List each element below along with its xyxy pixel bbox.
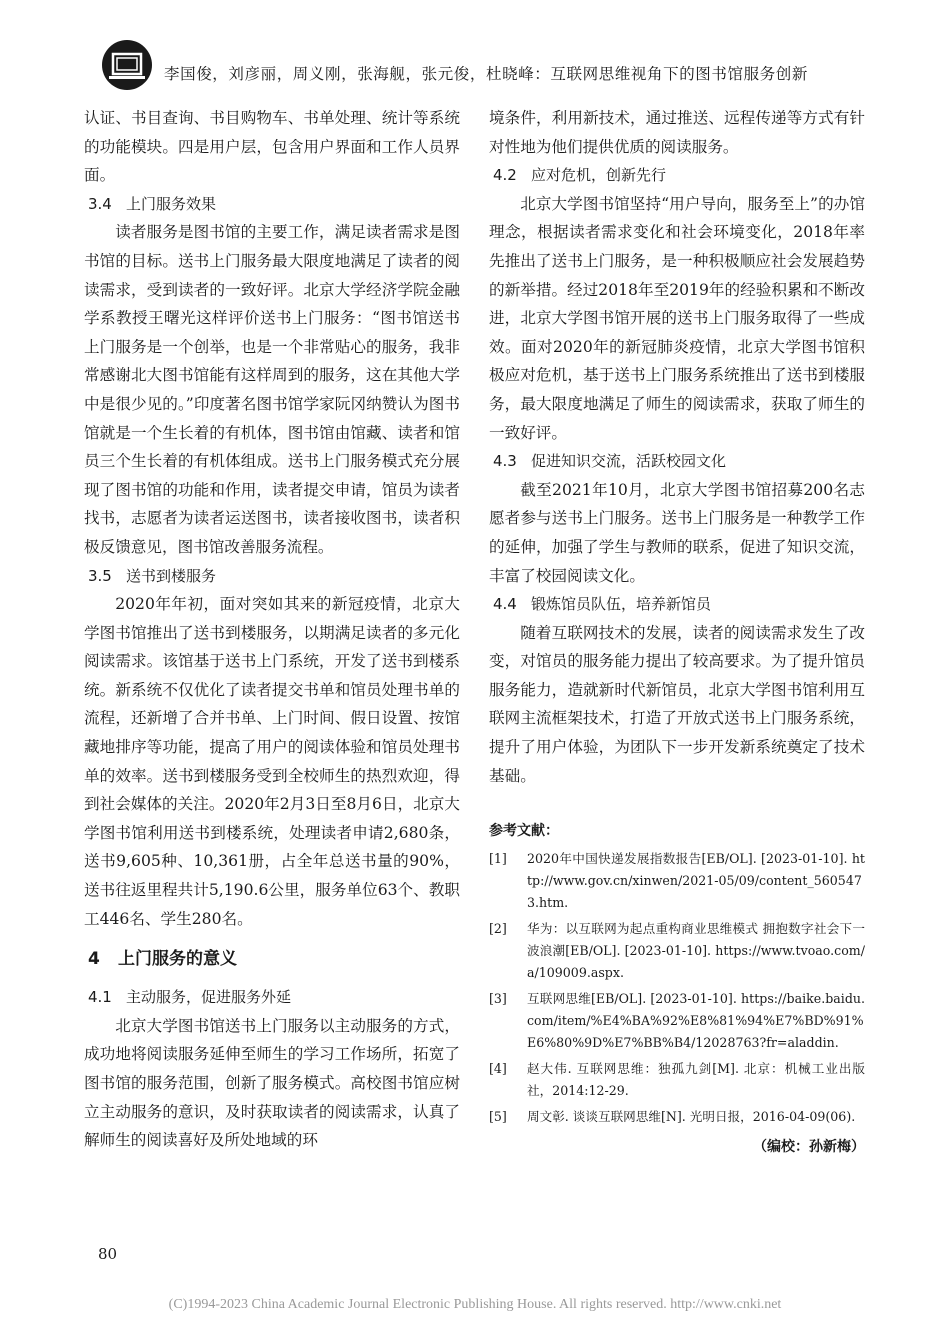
section-number: 3.4: [88, 194, 112, 213]
page-number: 80: [98, 1245, 118, 1263]
section-number: 4.2: [493, 166, 517, 185]
section-title: 上门服务效果: [126, 194, 217, 213]
reference-text: 2020年中国快递发展指数报告[EB/OL]. [2023-01-10]. http://www.gov.cn/xinwen/2021-05/09/content_5605473.htm.: [527, 851, 865, 911]
reference-item: [489, 1106, 865, 1128]
running-head: 李国俊，刘彦丽，周义刚，张海舰，张元俊，杜晓峰：互联网思维视角下的图书馆服务创新: [164, 65, 809, 83]
section-title: 促进知识交流，活跃校园文化: [531, 452, 727, 471]
reference-item: [489, 848, 865, 914]
paragraph: 随着互联网技术的发展，读者的阅读需求发生了改变，对馆员的服务能力提出了较高要求。为了提升馆员服务能力，造就新时代新馆员，北京大学图书馆利用互联网主流框架技术，打造了开放式送书上门服务系统，提升了用户体验，为团队下一步开发新系统奠定了技术基础。: [489, 623, 865, 785]
section-heading: [84, 190, 460, 219]
section-heading: [489, 447, 865, 476]
paragraph: 北京大学图书馆送书上门服务以主动服务的方式，成功地将阅读服务延伸至师生的学习工作场所，拓宽了图书馆的服务范围，创新了服务模式。高校图书馆应树立主动服务的意识，及时获取读者的阅读需求，认真了解师生的阅读喜好及所处地域的环: [84, 1016, 460, 1150]
page-header: [100, 38, 880, 100]
right-column: [489, 104, 865, 1156]
left-column: [84, 104, 460, 1155]
section-heading: [84, 562, 460, 591]
reference-item: [489, 918, 865, 984]
section-title: 上门服务的意义: [118, 949, 237, 970]
section-heading: [489, 590, 865, 619]
section-number: 4: [88, 949, 100, 970]
reference-item: [489, 1058, 865, 1102]
reference-number: [5]: [489, 1109, 507, 1125]
section-title: 应对危机，创新先行: [531, 166, 667, 185]
editor-note: （编校：孙新梅）: [753, 1139, 865, 1156]
paragraph: 认证、书目查询、书目购物车、书单处理、统计等系统的功能模块。四是用户层，包含用户界面和工作人员界面。: [84, 109, 460, 185]
paragraph: 截至2021年10月，北京大学图书馆招募200名志愿者参与送书上门服务。送书上门服务是一种教学工作的延伸，加强了学生与教师的联系，促进了知识交流，丰富了校园阅读文化。: [489, 480, 865, 585]
reference-number: [3]: [489, 991, 507, 1007]
section-heading: [84, 983, 460, 1012]
section-title: 锻炼馆员队伍，培养新馆员: [531, 595, 712, 614]
reference-item: [489, 988, 865, 1054]
chapter-heading: [84, 945, 460, 973]
reference-text: 互联网思维[EB/OL]. [2023-01-10]. https://baike.baidu.com/item/%E4%BA%92%E8%81%94%E7%BD%91%E6%80%9D%E7%BB%B4/12028763?fr=aladdin.: [527, 991, 865, 1051]
reference-text: 周文彰. 谈谈互联网思维[N]. 光明日报，2016-04-09(06).: [527, 1109, 856, 1125]
section-heading: [489, 161, 865, 190]
section-number: 4.4: [493, 595, 517, 614]
reference-number: [2]: [489, 921, 507, 937]
section-number: 3.5: [88, 566, 112, 585]
paragraph: 2020年年初，面对突如其来的新冠疫情，北京大学图书馆推出了送书到楼服务，以期满足读者的多元化阅读需求。该馆基于送书上门系统，开发了送书到楼系统。新系统不仅优化了读者提交书单和馆员处理书单的流程，还新增了合并书单、上门时间、假日设置、按馆藏地排序等功能，提高了用户的阅读体验和馆员处理书单的效率。送书到楼服务受到全校师生的热烈欢迎，得到社会媒体的关注。2020年2月3日至8月6日，北京大学图书馆利用送书到楼系统，处理读者申请2,680条，送书9,605种、10,361册，占全年总送书量的90%，送书往返里程共计5,190.6公里，服务单位63个、教职工446名、学生280名。: [84, 595, 460, 928]
paragraph: 读者服务是图书馆的主要工作，满足读者需求是图书馆的目标。送书上门服务最大限度地满足了读者的阅读需求，受到读者的一致好评。北京大学经济学院金融学系教授王曙光这样评价送书上门服务：“图书馆送书上门服务是一个创举，也是一个非常贴心的服务，我非常感谢北大图书馆能有这样周到的服务，这在其他大学中是很少见的。”印度著名图书馆学家阮冈纳赞认为图书馆就是一个生长着的有机体，图书馆由馆藏、读者和馆员三个生长着的有机体组成。送书上门服务模式充分展现了图书馆的功能和作用，读者提交申请，馆员为读者找书，志愿者为读者运送图书，读者接收图书，读者积极反馈意见，图书馆改善服务流程。: [84, 223, 460, 556]
paragraph: 北京大学图书馆坚持“用户导向，服务至上”的办馆理念，根据读者需求变化和社会环境变化，2018年率先推出了送书上门服务，是一种积极顺应社会发展趋势的新举措。经过2018年至2019年的经验积累和不断改进，北京大学图书馆开展的送书上门服务取得了一些成效。面对2020年的新冠肺炎疫情，北京大学图书馆积极应对危机，基于送书上门服务系统推出了送书到楼服务，最大限度地满足了师生的阅读需求，获取了师生的一致好评。: [489, 194, 865, 442]
paragraph: 境条件，利用新技术，通过推送、远程传递等方式有针对性地为他们提供优质的阅读服务。: [489, 109, 865, 156]
section-number: 4.1: [88, 988, 112, 1007]
reference-text: 赵大伟. 互联网思维：独孤九剑[M]. 北京：机械工业出版社，2014:12-29.: [527, 1061, 865, 1099]
reference-text: 华为：以互联网为起点重构商业思维模式 拥抱数字社会下一波浪潮[EB/OL]. [2023-01-10]. https://www.tvoao.com/a/109009.aspx.: [527, 921, 865, 981]
section-title: 送书到楼服务: [126, 566, 217, 585]
journal-logo-icon: [100, 38, 154, 92]
section-number: 4.3: [493, 452, 517, 471]
section-title: 主动服务，促进服务外延: [126, 988, 292, 1007]
copyright-footer: (C)1994-2023 China Academic Journal Electronic Publishing House. All rights reserved. http://www.cnki.net: [168, 1297, 782, 1312]
reference-number: [4]: [489, 1061, 507, 1077]
reference-list: [489, 848, 865, 1128]
references-title: 参考文献：: [489, 823, 559, 840]
reference-number: [1]: [489, 851, 507, 867]
